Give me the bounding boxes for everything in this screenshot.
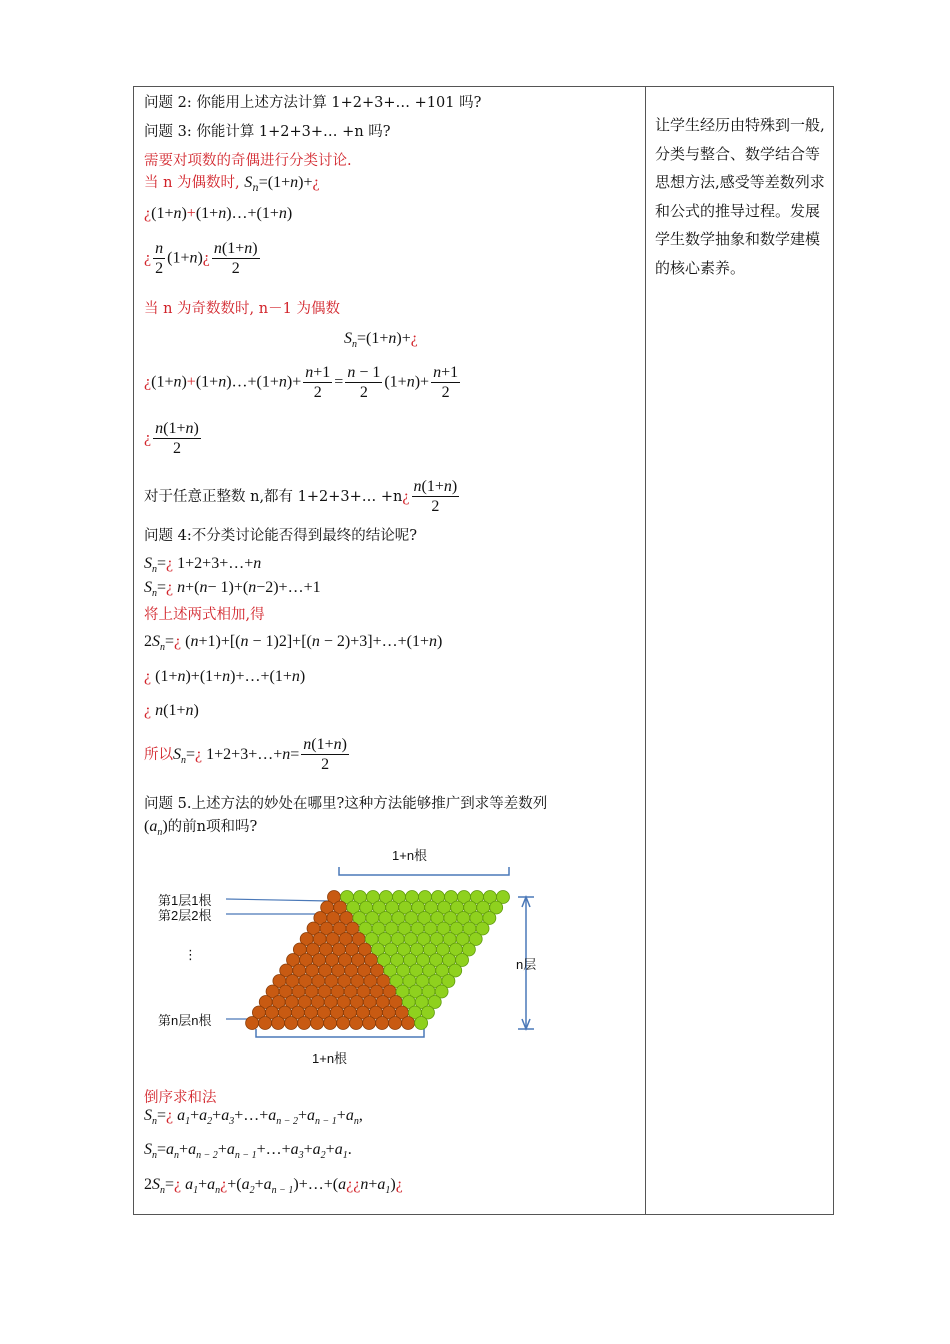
conclusion-line: 对于任意正整数 n,都有 1+2+3+… +n¿ $\frac{n(1+n)}{2}$ bbox=[144, 478, 458, 515]
layer1-pointer bbox=[226, 899, 330, 901]
log-end bbox=[298, 1017, 311, 1030]
reverse-forward: $S_n=¿$ $a_1+a_2+a_3+\dots+a_{n - 2}+a_{n - 1}+a_n$, bbox=[144, 1107, 363, 1127]
question-3: 问题 3: 你能计算 1+2+3+… +n 吗? bbox=[144, 124, 391, 140]
even-sum-line: ¿(1+n)+(1+n)…+(1+n) bbox=[144, 205, 293, 222]
reverse-backward: $S_n=a_n+a_{n - 2}+a_{n - 1}+\dots+a_3+a_2+a_1$. bbox=[144, 1141, 352, 1161]
log-end bbox=[350, 1017, 363, 1030]
bottom-bracket bbox=[256, 1029, 424, 1037]
layer2-label: 第2层2根 bbox=[158, 908, 212, 923]
lesson-table bbox=[133, 86, 834, 1215]
question-4: 问题 4:不分类讨论能否得到最终的结论呢? bbox=[144, 528, 417, 544]
top-bracket bbox=[339, 867, 509, 875]
vertical-dots: ⋮ bbox=[184, 947, 197, 962]
odd-case-label: 当 n 为奇数数时, n－1 为偶数 bbox=[144, 301, 340, 317]
bottom-count-label: 1+n根 bbox=[312, 1051, 348, 1066]
teaching-goal: 让学生经历由特殊到一般,分类与整合、数学结合等思想方法,感受等差数列求和公式的推导过程。发展学生数学抽象和数学建模的核心素养。 bbox=[655, 116, 825, 277]
log-end bbox=[376, 1017, 389, 1030]
log-end bbox=[311, 1017, 324, 1030]
log-end bbox=[415, 1017, 428, 1030]
final-formula-line: 所以$S_n=¿$ 1+2+3+…+n= $\frac{n(1+n)}{2}$ bbox=[144, 736, 347, 773]
log-end bbox=[246, 1017, 259, 1030]
question-5-line2: $(a_n)$的前n项和吗? bbox=[144, 818, 258, 838]
forward-sum: $S_n=¿$ 1+2+3+…+n bbox=[144, 555, 262, 575]
log-end bbox=[272, 1017, 285, 1030]
layern-label: 第n层n根 bbox=[158, 1013, 212, 1028]
odd-sn-line: $S_n=(1+n)+¿$ bbox=[344, 330, 418, 350]
side-label: n层 bbox=[516, 957, 537, 972]
log-end bbox=[259, 1017, 272, 1030]
backward-sum: $S_n=¿$ n+(n− 1)+(n−2)+…+1 bbox=[144, 579, 321, 599]
question-5-line1: 问题 5.上述方法的妙处在哪里?这种方法能够推广到求等差数列 bbox=[144, 796, 548, 812]
parity-note: 需要对项数的奇偶进行分类讨论. bbox=[144, 153, 352, 169]
even-case-label: 当 n 为偶数时, bbox=[144, 175, 240, 191]
double-sum-equal-terms: ¿ (1+n)+(1+n)+…+(1+n) bbox=[144, 668, 306, 685]
log-end bbox=[389, 1017, 402, 1030]
double-sum-line: $2S_n=¿$ (n+1)+[(n − 1)2]+[(n − 2)+3]+…+(1+n) bbox=[144, 633, 443, 653]
top-count-label: 1+n根 bbox=[392, 848, 428, 863]
log-end bbox=[285, 1017, 298, 1030]
column-divider bbox=[645, 87, 646, 1214]
log-end bbox=[402, 1017, 415, 1030]
content-column bbox=[144, 87, 634, 1214]
odd-sum-line: ¿(1+n)+(1+n)…+(1+n)+ $\frac{n+1}{2}$ = $\frac{n - 1}{2}$ (1+n)+ $\frac{n+1}{2}$ bbox=[144, 364, 459, 401]
log-end bbox=[337, 1017, 350, 1030]
double-sum-product: ¿ n(1+n) bbox=[144, 702, 199, 719]
layer1-label: 第1层1根 bbox=[158, 893, 212, 908]
add-two-label: 将上述两式相加,得 bbox=[144, 607, 265, 623]
reverse-double: $2S_n=¿$ $a_1+a_n¿+(a_2+a_{n - 1})+\dots+(a¿¿n+a_1)¿$ bbox=[144, 1176, 403, 1196]
question-2: 问题 2: 你能用上述方法计算 1+2+3+… +101 吗? bbox=[144, 95, 482, 111]
even-case-line: 当 n 为偶数时, $S_n=(1+n)+¿$ bbox=[144, 174, 320, 194]
odd-result-line: ¿ $\frac{n(1+n)}{2}$ bbox=[144, 420, 199, 457]
logs-figure bbox=[154, 857, 554, 1087]
even-result-line: ¿ $\frac{n}{2}$ (1+n)¿ $\frac{n(1+n)}{2}$ bbox=[144, 240, 258, 277]
log-end bbox=[363, 1017, 376, 1030]
logs-group bbox=[246, 891, 510, 1030]
stacked-logs-diagram bbox=[154, 848, 554, 1087]
reverse-method-label: 倒序求和法 bbox=[144, 1090, 217, 1106]
log-end bbox=[324, 1017, 337, 1030]
